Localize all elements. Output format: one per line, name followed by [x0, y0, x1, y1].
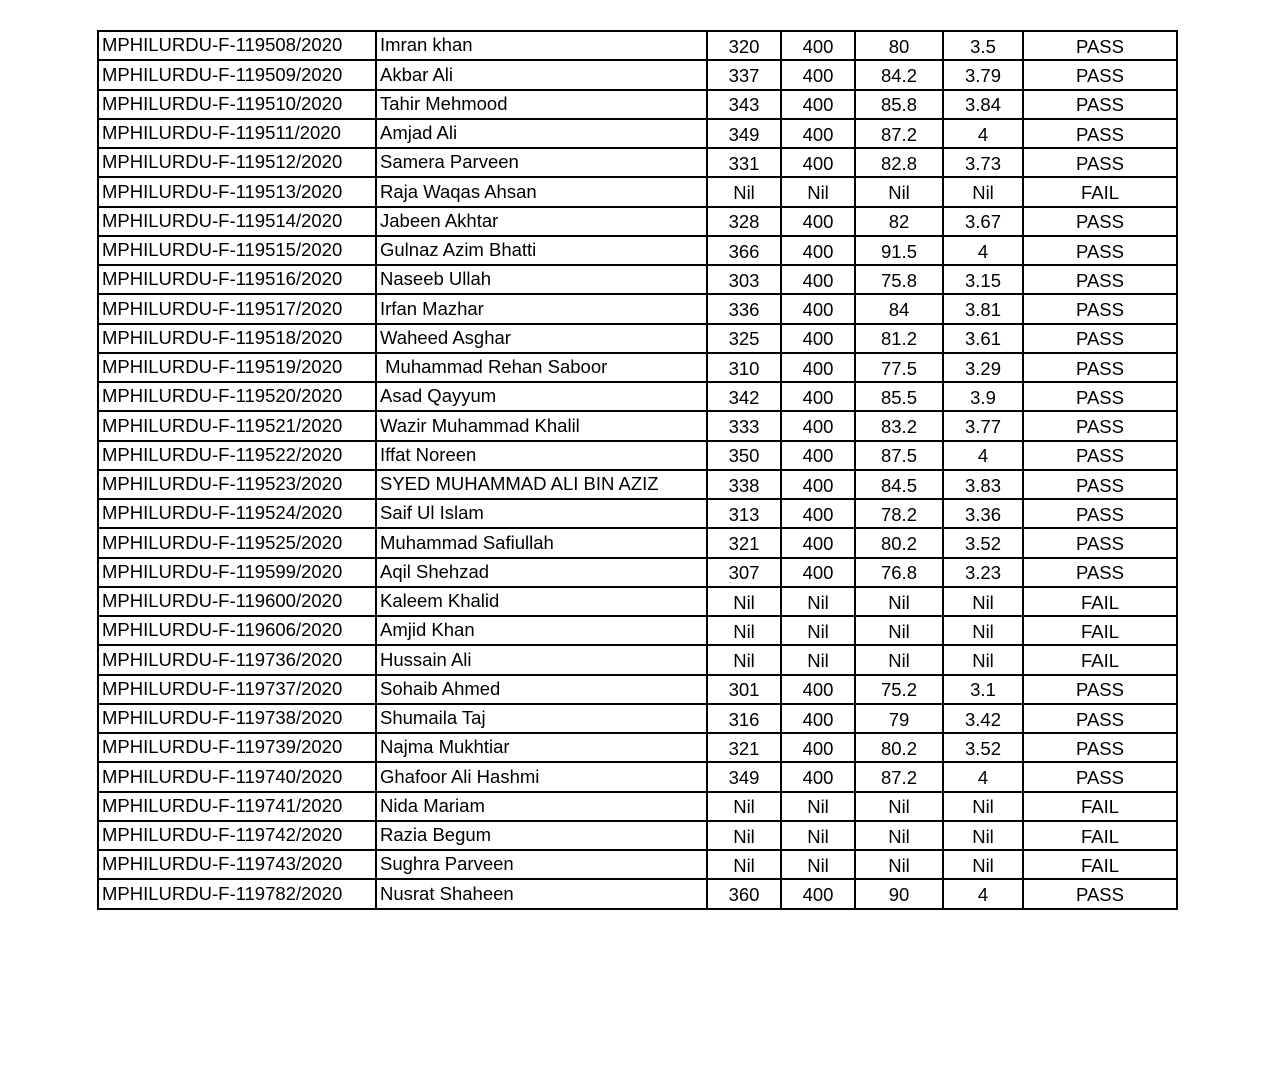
result-status-cell: PASS — [1023, 207, 1177, 236]
total-marks-cell: 400 — [781, 528, 855, 557]
result-status-cell: PASS — [1023, 499, 1177, 528]
result-table-body — [98, 31, 1177, 909]
roll-number-cell: MPHILURDU-F-119740/2020 — [98, 762, 376, 791]
student-name-cell: Aqil Shehzad — [376, 558, 707, 587]
total-marks-cell: 400 — [781, 60, 855, 89]
student-name-cell: Wazir Muhammad Khalil — [376, 411, 707, 440]
gpa-cell: 3.81 — [943, 294, 1023, 323]
student-name-cell: Razia Begum — [376, 821, 707, 850]
percentage-cell: 87.2 — [855, 119, 943, 148]
result-status-cell: PASS — [1023, 411, 1177, 440]
table-row — [98, 616, 1177, 645]
student-name-cell: Muhammad Rehan Saboor — [376, 353, 707, 382]
percentage-cell: Nil — [855, 616, 943, 645]
percentage-cell: 85.5 — [855, 382, 943, 411]
percentage-cell: 87.5 — [855, 441, 943, 470]
table-row — [98, 294, 1177, 323]
table-row — [98, 850, 1177, 879]
obtained-marks-cell: 303 — [707, 265, 781, 294]
percentage-cell: 75.8 — [855, 265, 943, 294]
percentage-cell: 90 — [855, 879, 943, 908]
obtained-marks-cell: Nil — [707, 587, 781, 616]
student-name-cell: Asad Qayyum — [376, 382, 707, 411]
total-marks-cell: Nil — [781, 645, 855, 674]
result-status-cell: FAIL — [1023, 645, 1177, 674]
total-marks-cell: 400 — [781, 411, 855, 440]
roll-number-cell: MPHILURDU-F-119522/2020 — [98, 441, 376, 470]
gpa-cell: 4 — [943, 879, 1023, 908]
table-row — [98, 499, 1177, 528]
percentage-cell: 84 — [855, 294, 943, 323]
result-status-cell: PASS — [1023, 294, 1177, 323]
gpa-cell: 3.9 — [943, 382, 1023, 411]
gpa-cell: 3.79 — [943, 60, 1023, 89]
obtained-marks-cell: 342 — [707, 382, 781, 411]
roll-number-cell: MPHILURDU-F-119520/2020 — [98, 382, 376, 411]
gpa-cell: 3.15 — [943, 265, 1023, 294]
table-row — [98, 470, 1177, 499]
student-name-cell: Shumaila Taj — [376, 704, 707, 733]
gpa-cell: Nil — [943, 821, 1023, 850]
obtained-marks-cell: 336 — [707, 294, 781, 323]
student-name-cell: Samera Parveen — [376, 148, 707, 177]
student-name-cell: Najma Mukhtiar — [376, 733, 707, 762]
total-marks-cell: 400 — [781, 294, 855, 323]
result-status-cell: PASS — [1023, 675, 1177, 704]
student-name-cell: Saif Ul Islam — [376, 499, 707, 528]
table-row — [98, 382, 1177, 411]
student-name-cell: Hussain Ali — [376, 645, 707, 674]
gpa-cell: 3.67 — [943, 207, 1023, 236]
total-marks-cell: 400 — [781, 441, 855, 470]
total-marks-cell: 400 — [781, 265, 855, 294]
gpa-cell: 4 — [943, 762, 1023, 791]
roll-number-cell: MPHILURDU-F-119599/2020 — [98, 558, 376, 587]
table-row — [98, 528, 1177, 557]
result-status-cell: PASS — [1023, 236, 1177, 265]
obtained-marks-cell: 325 — [707, 324, 781, 353]
percentage-cell: 91.5 — [855, 236, 943, 265]
gpa-cell: 3.52 — [943, 733, 1023, 762]
obtained-marks-cell: Nil — [707, 645, 781, 674]
total-marks-cell: 400 — [781, 470, 855, 499]
total-marks-cell: 400 — [781, 353, 855, 382]
result-status-cell: FAIL — [1023, 850, 1177, 879]
student-name-cell: Nida Mariam — [376, 792, 707, 821]
percentage-cell: 80.2 — [855, 528, 943, 557]
obtained-marks-cell: 333 — [707, 411, 781, 440]
result-status-cell: PASS — [1023, 353, 1177, 382]
total-marks-cell: 400 — [781, 382, 855, 411]
roll-number-cell: MPHILURDU-F-119512/2020 — [98, 148, 376, 177]
student-name-cell: Nusrat Shaheen — [376, 879, 707, 908]
roll-number-cell: MPHILURDU-F-119600/2020 — [98, 587, 376, 616]
obtained-marks-cell: 320 — [707, 31, 781, 60]
result-status-cell: PASS — [1023, 119, 1177, 148]
table-row — [98, 733, 1177, 762]
total-marks-cell: 400 — [781, 762, 855, 791]
gpa-cell: 4 — [943, 236, 1023, 265]
total-marks-cell: Nil — [781, 587, 855, 616]
table-row — [98, 177, 1177, 206]
percentage-cell: Nil — [855, 177, 943, 206]
result-status-cell: PASS — [1023, 762, 1177, 791]
table-row — [98, 207, 1177, 236]
obtained-marks-cell: Nil — [707, 821, 781, 850]
student-name-cell: Sughra Parveen — [376, 850, 707, 879]
obtained-marks-cell: Nil — [707, 616, 781, 645]
table-row — [98, 645, 1177, 674]
gpa-cell: Nil — [943, 850, 1023, 879]
student-name-cell: Sohaib Ahmed — [376, 675, 707, 704]
percentage-cell: 85.8 — [855, 90, 943, 119]
result-status-cell: PASS — [1023, 382, 1177, 411]
roll-number-cell: MPHILURDU-F-119509/2020 — [98, 60, 376, 89]
roll-number-cell: MPHILURDU-F-119743/2020 — [98, 850, 376, 879]
obtained-marks-cell: 338 — [707, 470, 781, 499]
total-marks-cell: 400 — [781, 207, 855, 236]
roll-number-cell: MPHILURDU-F-119525/2020 — [98, 528, 376, 557]
percentage-cell: 77.5 — [855, 353, 943, 382]
result-status-cell: PASS — [1023, 528, 1177, 557]
result-status-cell: PASS — [1023, 470, 1177, 499]
roll-number-cell: MPHILURDU-F-119782/2020 — [98, 879, 376, 908]
result-status-cell: PASS — [1023, 558, 1177, 587]
student-name-cell: Iffat Noreen — [376, 441, 707, 470]
percentage-cell: 84.5 — [855, 470, 943, 499]
total-marks-cell: 400 — [781, 499, 855, 528]
table-row — [98, 60, 1177, 89]
result-status-cell: PASS — [1023, 60, 1177, 89]
percentage-cell: 78.2 — [855, 499, 943, 528]
table-row — [98, 675, 1177, 704]
obtained-marks-cell: 360 — [707, 879, 781, 908]
table-row — [98, 821, 1177, 850]
result-status-cell: FAIL — [1023, 792, 1177, 821]
obtained-marks-cell: 307 — [707, 558, 781, 587]
obtained-marks-cell: 313 — [707, 499, 781, 528]
table-row — [98, 558, 1177, 587]
gpa-cell: 4 — [943, 119, 1023, 148]
total-marks-cell: Nil — [781, 821, 855, 850]
gpa-cell: 3.23 — [943, 558, 1023, 587]
gpa-cell: 3.61 — [943, 324, 1023, 353]
percentage-cell: 81.2 — [855, 324, 943, 353]
percentage-cell: Nil — [855, 792, 943, 821]
obtained-marks-cell: 349 — [707, 119, 781, 148]
result-table — [97, 30, 1178, 910]
gpa-cell: Nil — [943, 616, 1023, 645]
student-name-cell: Irfan Mazhar — [376, 294, 707, 323]
student-name-cell: SYED MUHAMMAD ALI BIN AZIZ — [376, 470, 707, 499]
result-status-cell: PASS — [1023, 90, 1177, 119]
roll-number-cell: MPHILURDU-F-119515/2020 — [98, 236, 376, 265]
roll-number-cell: MPHILURDU-F-119739/2020 — [98, 733, 376, 762]
table-row — [98, 119, 1177, 148]
obtained-marks-cell: 321 — [707, 528, 781, 557]
student-name-cell: Imran khan — [376, 31, 707, 60]
table-row — [98, 704, 1177, 733]
gpa-cell: 3.77 — [943, 411, 1023, 440]
roll-number-cell: MPHILURDU-F-119514/2020 — [98, 207, 376, 236]
percentage-cell: 82 — [855, 207, 943, 236]
table-row — [98, 879, 1177, 908]
result-status-cell: FAIL — [1023, 177, 1177, 206]
student-name-cell: Kaleem Khalid — [376, 587, 707, 616]
total-marks-cell: 400 — [781, 558, 855, 587]
percentage-cell: 80 — [855, 31, 943, 60]
student-name-cell: Akbar Ali — [376, 60, 707, 89]
table-row — [98, 265, 1177, 294]
student-name-cell: Tahir Mehmood — [376, 90, 707, 119]
table-row — [98, 587, 1177, 616]
student-name-cell: Naseeb Ullah — [376, 265, 707, 294]
result-status-cell: PASS — [1023, 324, 1177, 353]
obtained-marks-cell: 328 — [707, 207, 781, 236]
roll-number-cell: MPHILURDU-F-119517/2020 — [98, 294, 376, 323]
percentage-cell: Nil — [855, 850, 943, 879]
total-marks-cell: 400 — [781, 90, 855, 119]
roll-number-cell: MPHILURDU-F-119518/2020 — [98, 324, 376, 353]
student-name-cell: Raja Waqas Ahsan — [376, 177, 707, 206]
obtained-marks-cell: 366 — [707, 236, 781, 265]
obtained-marks-cell: 343 — [707, 90, 781, 119]
roll-number-cell: MPHILURDU-F-119606/2020 — [98, 616, 376, 645]
student-name-cell: Jabeen Akhtar — [376, 207, 707, 236]
percentage-cell: Nil — [855, 645, 943, 674]
roll-number-cell: MPHILURDU-F-119510/2020 — [98, 90, 376, 119]
result-status-cell: FAIL — [1023, 821, 1177, 850]
result-status-cell: PASS — [1023, 879, 1177, 908]
table-row — [98, 792, 1177, 821]
table-row — [98, 148, 1177, 177]
gpa-cell: 4 — [943, 441, 1023, 470]
gpa-cell: 3.1 — [943, 675, 1023, 704]
roll-number-cell: MPHILURDU-F-119737/2020 — [98, 675, 376, 704]
total-marks-cell: 400 — [781, 675, 855, 704]
total-marks-cell: 400 — [781, 236, 855, 265]
percentage-cell: 75.2 — [855, 675, 943, 704]
student-name-cell: Gulnaz Azim Bhatti — [376, 236, 707, 265]
percentage-cell: 76.8 — [855, 558, 943, 587]
total-marks-cell: Nil — [781, 850, 855, 879]
obtained-marks-cell: 310 — [707, 353, 781, 382]
obtained-marks-cell: Nil — [707, 850, 781, 879]
result-status-cell: FAIL — [1023, 587, 1177, 616]
table-row — [98, 353, 1177, 382]
obtained-marks-cell: Nil — [707, 792, 781, 821]
result-status-cell: PASS — [1023, 148, 1177, 177]
table-row — [98, 411, 1177, 440]
percentage-cell: Nil — [855, 587, 943, 616]
roll-number-cell: MPHILURDU-F-119738/2020 — [98, 704, 376, 733]
gpa-cell: 3.42 — [943, 704, 1023, 733]
table-row — [98, 324, 1177, 353]
gpa-cell: Nil — [943, 792, 1023, 821]
roll-number-cell: MPHILURDU-F-119521/2020 — [98, 411, 376, 440]
obtained-marks-cell: 337 — [707, 60, 781, 89]
total-marks-cell: 400 — [781, 31, 855, 60]
total-marks-cell: Nil — [781, 177, 855, 206]
gpa-cell: 3.29 — [943, 353, 1023, 382]
student-name-cell: Amjad Ali — [376, 119, 707, 148]
result-status-cell: PASS — [1023, 441, 1177, 470]
gpa-cell: 3.5 — [943, 31, 1023, 60]
student-name-cell: Waheed Asghar — [376, 324, 707, 353]
result-status-cell: PASS — [1023, 704, 1177, 733]
roll-number-cell: MPHILURDU-F-119516/2020 — [98, 265, 376, 294]
total-marks-cell: 400 — [781, 733, 855, 762]
student-name-cell: Ghafoor Ali Hashmi — [376, 762, 707, 791]
gpa-cell: Nil — [943, 587, 1023, 616]
total-marks-cell: 400 — [781, 148, 855, 177]
roll-number-cell: MPHILURDU-F-119741/2020 — [98, 792, 376, 821]
roll-number-cell: MPHILURDU-F-119513/2020 — [98, 177, 376, 206]
result-status-cell: FAIL — [1023, 616, 1177, 645]
student-name-cell: Muhammad Safiullah — [376, 528, 707, 557]
result-status-cell: PASS — [1023, 31, 1177, 60]
total-marks-cell: 400 — [781, 879, 855, 908]
table-row — [98, 31, 1177, 60]
gpa-cell: Nil — [943, 645, 1023, 674]
total-marks-cell: 400 — [781, 704, 855, 733]
gpa-cell: 3.52 — [943, 528, 1023, 557]
obtained-marks-cell: 316 — [707, 704, 781, 733]
roll-number-cell: MPHILURDU-F-119523/2020 — [98, 470, 376, 499]
obtained-marks-cell: 331 — [707, 148, 781, 177]
obtained-marks-cell: 321 — [707, 733, 781, 762]
table-row — [98, 236, 1177, 265]
percentage-cell: 79 — [855, 704, 943, 733]
total-marks-cell: 400 — [781, 324, 855, 353]
percentage-cell: Nil — [855, 821, 943, 850]
gpa-cell: 3.73 — [943, 148, 1023, 177]
percentage-cell: 84.2 — [855, 60, 943, 89]
obtained-marks-cell: Nil — [707, 177, 781, 206]
gpa-cell: 3.83 — [943, 470, 1023, 499]
obtained-marks-cell: 350 — [707, 441, 781, 470]
roll-number-cell: MPHILURDU-F-119508/2020 — [98, 31, 376, 60]
percentage-cell: 87.2 — [855, 762, 943, 791]
student-name-cell: Amjid Khan — [376, 616, 707, 645]
roll-number-cell: MPHILURDU-F-119742/2020 — [98, 821, 376, 850]
roll-number-cell: MPHILURDU-F-119736/2020 — [98, 645, 376, 674]
roll-number-cell: MPHILURDU-F-119511/2020 — [98, 119, 376, 148]
table-row — [98, 762, 1177, 791]
roll-number-cell: MPHILURDU-F-119524/2020 — [98, 499, 376, 528]
total-marks-cell: 400 — [781, 119, 855, 148]
total-marks-cell: Nil — [781, 616, 855, 645]
gpa-cell: 3.84 — [943, 90, 1023, 119]
table-row — [98, 441, 1177, 470]
roll-number-cell: MPHILURDU-F-119519/2020 — [98, 353, 376, 382]
result-status-cell: PASS — [1023, 733, 1177, 762]
gpa-cell: 3.36 — [943, 499, 1023, 528]
result-status-cell: PASS — [1023, 265, 1177, 294]
obtained-marks-cell: 301 — [707, 675, 781, 704]
gpa-cell: Nil — [943, 177, 1023, 206]
percentage-cell: 80.2 — [855, 733, 943, 762]
percentage-cell: 82.8 — [855, 148, 943, 177]
percentage-cell: 83.2 — [855, 411, 943, 440]
total-marks-cell: Nil — [781, 792, 855, 821]
obtained-marks-cell: 349 — [707, 762, 781, 791]
table-row — [98, 90, 1177, 119]
